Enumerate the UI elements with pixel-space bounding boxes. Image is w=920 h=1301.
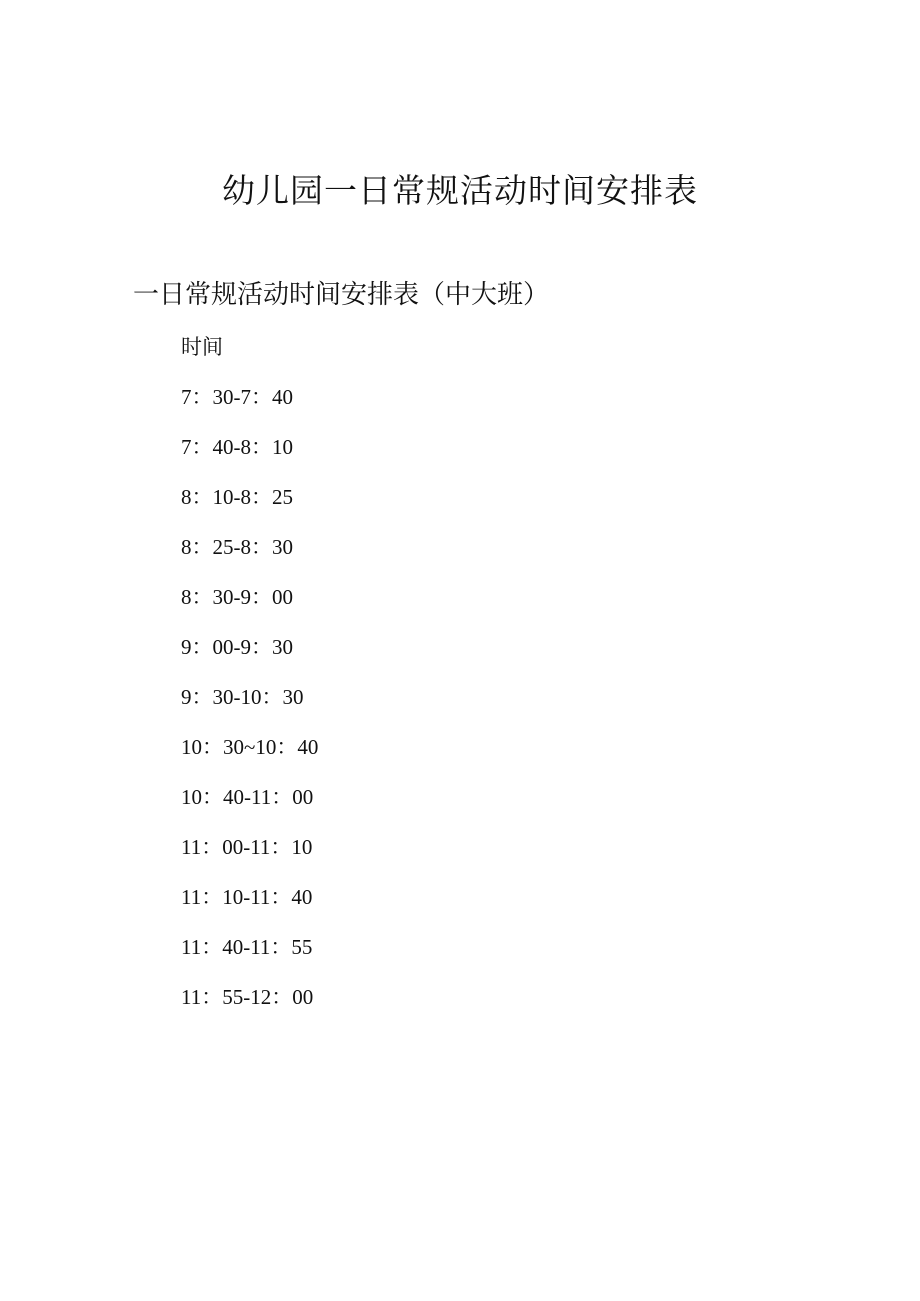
document-title: 幼儿园一日常规活动时间安排表 bbox=[222, 171, 698, 210]
time-slot: 7：40-8：10 bbox=[181, 435, 293, 459]
time-slot: 8：30-9：00 bbox=[181, 585, 293, 609]
time-slot: 9：00-9：30 bbox=[181, 635, 293, 659]
section-heading: 一日常规活动时间安排表（中大班） bbox=[133, 280, 550, 310]
time-slot: 7：30-7：40 bbox=[181, 385, 293, 409]
time-column-header: 时间 bbox=[181, 335, 223, 359]
time-slot: 10：30~10：40 bbox=[181, 735, 319, 759]
time-slot: 11：10-11：40 bbox=[181, 885, 313, 909]
time-slot: 9：30-10：30 bbox=[181, 685, 304, 709]
time-list bbox=[181, 330, 318, 1030]
time-slot: 10：40-11：00 bbox=[181, 785, 314, 809]
time-slot: 11：40-11：55 bbox=[181, 935, 313, 959]
time-slot: 8：25-8：30 bbox=[181, 535, 293, 559]
time-slot: 11：00-11：10 bbox=[181, 835, 313, 859]
time-slot: 11：55-12：00 bbox=[181, 985, 314, 1009]
time-slot: 8：10-8：25 bbox=[181, 485, 293, 509]
